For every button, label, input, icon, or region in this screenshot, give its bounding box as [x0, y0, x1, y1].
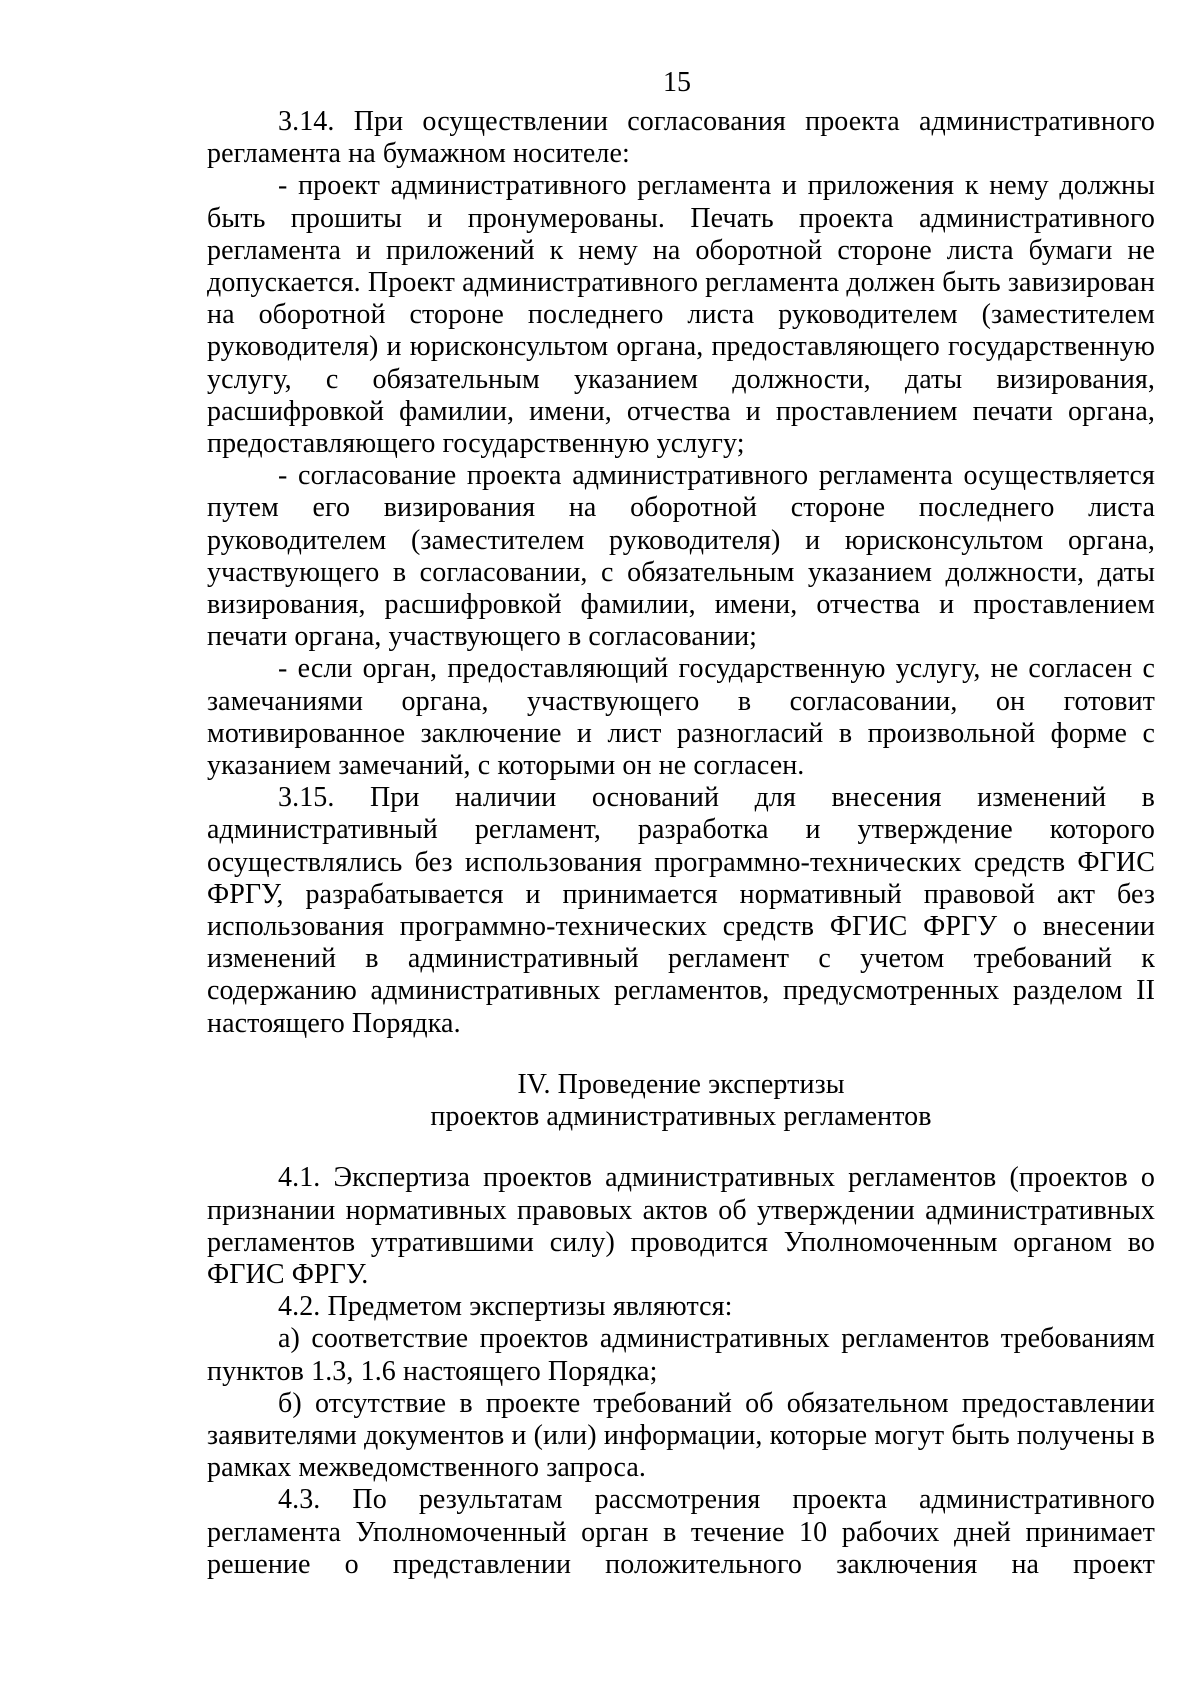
paragraph-bullet-binding: - проект административного регламента и приложения к нему должны быть прошиты и пронумерованы. Печать проекта административного регламента и приложений к нему на оборотной стороне листа бумаги не допускается. Проект административного регламента должен быть завизирован на оборотной стороне последнего листа руководителем (заместителем руководителя) и юрисконсультом органа, предоставляющего государственную услугу, с обязательным указанием должности, даты визирования, расшифровкой фамилии, имени, отчества и проставлением печати органа, предоставляющего государственную услугу;	[207, 170, 1155, 460]
section-heading-line-1: IV. Проведение экспертизы	[517, 1068, 845, 1100]
paragraph-3-14: 3.14. При осуществлении согласования проекта административного регламента на бумажном носителе:	[207, 106, 1155, 170]
paragraph-bullet-disagreement: - если орган, предоставляющий государственную услугу, не согласен с замечаниями органа, участвующего в согласовании, он готовит мотивированное заключение и лист разногласий в произвольной форме с указанием замечаний, с которыми он не согласен.	[207, 653, 1155, 782]
paragraph-4-2-a: а) соответствие проектов административных регламентов требованиям пунктов 1.3, 1.6 настоящего Порядка;	[207, 1323, 1155, 1387]
section-heading-line-2: проектов административных регламентов	[430, 1101, 932, 1133]
paragraph-4-3: 4.3. По результатам рассмотрения проекта административного регламента Уполномоченный орган в течение 10 рабочих дней принимает решение о представлении положительного заключения на проект	[207, 1484, 1155, 1580]
section-heading	[207, 1069, 1155, 1133]
page-number: 15	[663, 67, 691, 98]
paragraph-bullet-approval: - согласование проекта административного регламента осуществляется путем его визирования на оборотной стороне последнего листа руководителем (заместителем руководителя) и юрисконсультом органа, участвующего в согласовании, с обязательным указанием должности, даты визирования, расшифровкой фамилии, имени, отчества и проставлением печати органа, участвующего в согласовании;	[207, 460, 1155, 653]
paragraph-3-15: 3.15. При наличии оснований для внесения изменений в административный регламент, разработка и утверждение которого осуществлялись без использования программно-технических средств ФГИС ФРГУ, разрабатывается и принимается нормативный правовой акт без использования программно-технических средств ФГИС ФРГУ о внесении изменений в административный регламент с учетом требований к содержанию административных регламентов, предусмотренных разделом II настоящего Порядка.	[207, 782, 1155, 1039]
paragraph-4-2-b: б) отсутствие в проекте требований об обязательном предоставлении заявителями документов и (или) информации, которые могут быть получены в рамках межведомственного запроса.	[207, 1387, 1156, 1484]
paragraph-4-1: 4.1. Экспертиза проектов административных регламентов (проектов о признании нормативных правовых актов об утверждении административных регламентов утратившими силу) проводится Уполномоченным органом во ФГИС ФРГУ.	[207, 1162, 1155, 1290]
document-body	[207, 106, 1155, 1581]
paragraph-4-2: 4.2. Предметом экспертизы являются:	[278, 1291, 733, 1323]
